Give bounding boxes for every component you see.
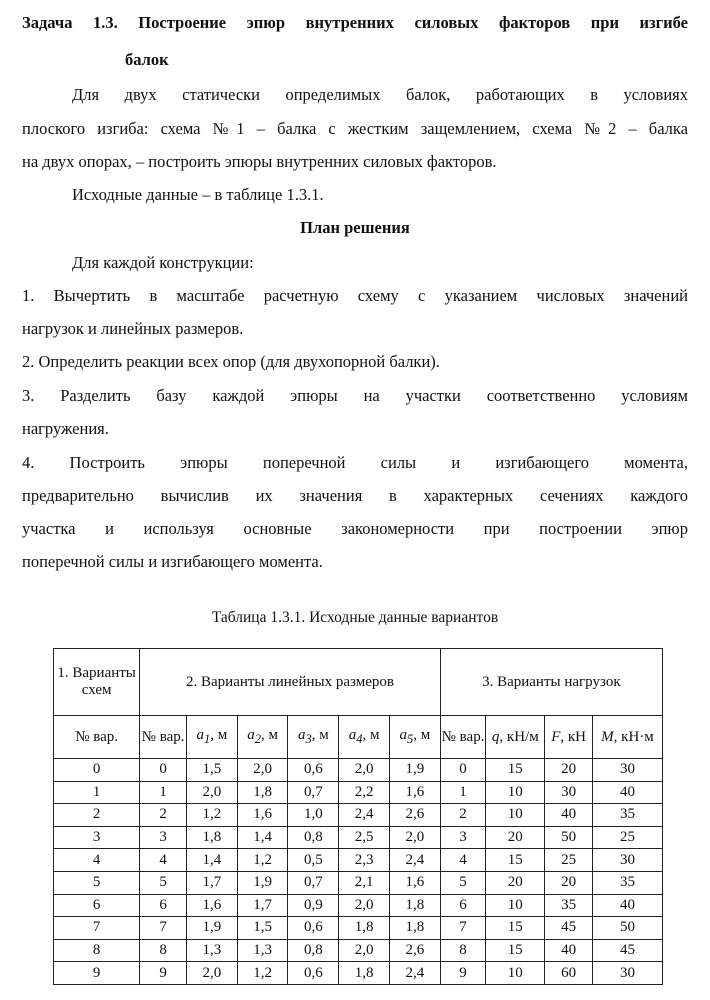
- table-cell: 20: [486, 871, 545, 894]
- table-row: [54, 804, 663, 827]
- task-title-line-2: балок: [125, 50, 169, 69]
- table-cell: 1,4: [186, 849, 237, 872]
- table-row: [54, 849, 663, 872]
- table-cell: 0,8: [288, 939, 339, 962]
- table-cell: 10: [486, 804, 545, 827]
- plan-item-4-line-3: участка и используя основные закономерности при построении эпюр: [22, 519, 688, 538]
- subheader-q: q, кН/м: [486, 716, 545, 759]
- subheader-a2: $a_2$, м: [237, 716, 288, 759]
- plan-item-3-line-1: 3. Разделить базу каждой эпюры на участки соответственно условиям: [22, 386, 688, 405]
- table-cell: 45: [545, 917, 593, 940]
- table-cell: 25: [592, 826, 662, 849]
- table-row: [54, 871, 663, 894]
- table-cell: 40: [545, 804, 593, 827]
- table-cell: 50: [592, 917, 662, 940]
- table-cell: 3: [140, 826, 187, 849]
- subheader-m: M, кН·м: [592, 716, 662, 759]
- table-body: [54, 759, 663, 985]
- table-cell: 2,2: [339, 781, 390, 804]
- table-cell: 2,0: [186, 781, 237, 804]
- table-cell: 2,4: [389, 962, 440, 985]
- table-cell: 3: [440, 826, 486, 849]
- plan-item-3-line-2: нагружения.: [22, 419, 109, 438]
- plan-heading: План решения: [300, 218, 410, 237]
- table-cell: 5: [140, 871, 187, 894]
- table-cell: 8: [54, 939, 140, 962]
- table-row: [54, 939, 663, 962]
- table-cell: 1,9: [186, 917, 237, 940]
- table-cell: 2: [140, 804, 187, 827]
- table-cell: 1,5: [237, 917, 288, 940]
- table-cell: 30: [545, 781, 593, 804]
- table-cell: 1,0: [288, 804, 339, 827]
- table-cell: 10: [486, 781, 545, 804]
- table-cell: 35: [592, 804, 662, 827]
- table-cell: 2,0: [339, 939, 390, 962]
- table-cell: 2,1: [339, 871, 390, 894]
- table-cell: 15: [486, 849, 545, 872]
- table-cell: 50: [545, 826, 593, 849]
- table-cell: 1,8: [186, 826, 237, 849]
- subheader-a3: $a_3$, м: [288, 716, 339, 759]
- table-cell: 0,6: [288, 917, 339, 940]
- table-cell: 1,8: [389, 894, 440, 917]
- table-cell: 0: [54, 759, 140, 782]
- table-cell: 1,6: [186, 894, 237, 917]
- table-row: [54, 759, 663, 782]
- plan-item-1-line-1: 1. Вычертить в масштабе расчетную схему с указанием числовых значений: [22, 286, 688, 305]
- table-cell: 6: [140, 894, 187, 917]
- table-cell: 20: [486, 826, 545, 849]
- table-cell: 30: [592, 759, 662, 782]
- table-cell: 2,6: [389, 804, 440, 827]
- table-cell: 4: [440, 849, 486, 872]
- header-loads: 3. Варианты нагрузок: [440, 649, 662, 716]
- table-cell: 1: [440, 781, 486, 804]
- plan-intro: Для каждой конструкции:: [72, 253, 254, 272]
- plan-item-4-line-2: предварительно вычислив их значения в характерных сечениях каждого: [22, 486, 688, 505]
- table-cell: 45: [592, 939, 662, 962]
- subheader-f: F, кН: [545, 716, 593, 759]
- table-cell: 2,0: [339, 759, 390, 782]
- subheader-linear-no: № вар.: [140, 716, 187, 759]
- table-cell: 9: [54, 962, 140, 985]
- table-cell: 15: [486, 917, 545, 940]
- table-cell: 2,5: [339, 826, 390, 849]
- table-cell: 30: [592, 962, 662, 985]
- table-cell: 1,8: [339, 962, 390, 985]
- table-cell: 25: [545, 849, 593, 872]
- table-cell: 1,4: [237, 826, 288, 849]
- table-cell: 0,6: [288, 759, 339, 782]
- table-cell: 1,3: [186, 939, 237, 962]
- table-cell: 35: [592, 871, 662, 894]
- table-cell: 40: [592, 781, 662, 804]
- table-cell: 7: [440, 917, 486, 940]
- table-cell: 2,3: [339, 849, 390, 872]
- table-cell: 5: [440, 871, 486, 894]
- table-cell: 0,6: [288, 962, 339, 985]
- table-cell: 2,0: [389, 826, 440, 849]
- table-cell: 0,5: [288, 849, 339, 872]
- table-cell: 1,3: [237, 939, 288, 962]
- subheader-a5: $a_5$, м: [389, 716, 440, 759]
- table-cell: 1,2: [237, 962, 288, 985]
- header-schemes: 1. Варианты схем: [54, 649, 140, 716]
- table-cell: 20: [545, 759, 593, 782]
- table-cell: 2,6: [389, 939, 440, 962]
- plan-item-1-line-2: нагрузок и линейных размеров.: [22, 319, 244, 338]
- table-cell: 0,7: [288, 781, 339, 804]
- table-cell: 1,5: [186, 759, 237, 782]
- table-cell: 0,9: [288, 894, 339, 917]
- table-cell: 5: [54, 871, 140, 894]
- table-cell: 1: [54, 781, 140, 804]
- table-cell: 10: [486, 894, 545, 917]
- table-cell: 2,4: [339, 804, 390, 827]
- table-cell: 1,6: [389, 781, 440, 804]
- table-cell: 1,7: [186, 871, 237, 894]
- table-cell: 1,8: [237, 781, 288, 804]
- table-cell: 40: [592, 894, 662, 917]
- table-cell: 1,7: [237, 894, 288, 917]
- table-cell: 0,7: [288, 871, 339, 894]
- table-row: [54, 894, 663, 917]
- table-cell: 20: [545, 871, 593, 894]
- table-cell: 9: [140, 962, 187, 985]
- table-cell: 1,8: [389, 917, 440, 940]
- plan-item-4-line-1: 4. Построить эпюры поперечной силы и изгибающего момента,: [22, 453, 688, 472]
- subheader-a1: $a_1$, м: [186, 716, 237, 759]
- table-cell: 0,8: [288, 826, 339, 849]
- table-cell: 3: [54, 826, 140, 849]
- table-cell: 1: [140, 781, 187, 804]
- table-row: [54, 781, 663, 804]
- table-cell: 2: [440, 804, 486, 827]
- subheader-load-no: № вар.: [440, 716, 486, 759]
- table-cell: 30: [592, 849, 662, 872]
- table-row: [54, 917, 663, 940]
- plan-item-2: 2. Определить реакции всех опор (для двухопорной балки).: [22, 352, 440, 371]
- table-cell: 8: [140, 939, 187, 962]
- table-cell: 60: [545, 962, 593, 985]
- table-cell: 8: [440, 939, 486, 962]
- table-cell: 40: [545, 939, 593, 962]
- paragraph-1-line-2: плоского изгиба: схема №1 – балка с жестким защемлением, схема №2 – балка: [22, 119, 688, 138]
- table-cell: 7: [140, 917, 187, 940]
- table-cell: 7: [54, 917, 140, 940]
- table-cell: 1,2: [237, 849, 288, 872]
- table-cell: 0: [440, 759, 486, 782]
- subheader-a4: $a_4$, м: [339, 716, 390, 759]
- paragraph-2: Исходные данные – в таблице 1.3.1.: [72, 185, 324, 204]
- table-cell: 2,0: [186, 962, 237, 985]
- table-cell: 6: [54, 894, 140, 917]
- table-cell: 1,9: [389, 759, 440, 782]
- table-cell: 6: [440, 894, 486, 917]
- table-cell: 10: [486, 962, 545, 985]
- table-cell: 2,4: [389, 849, 440, 872]
- table-cell: 1,2: [186, 804, 237, 827]
- table-cell: 4: [54, 849, 140, 872]
- table-cell: 15: [486, 939, 545, 962]
- table-cell: 9: [440, 962, 486, 985]
- variants-table: [53, 648, 663, 985]
- header-linear-sizes: 2. Варианты линейных размеров: [140, 649, 440, 716]
- table-cell: 2,0: [237, 759, 288, 782]
- plan-item-4-line-4: поперечной силы и изгибающего момента.: [22, 552, 323, 571]
- table-cell: 1,9: [237, 871, 288, 894]
- table-cell: 1,8: [339, 917, 390, 940]
- task-title-line-1: Задача 1.3. Построение эпюр внутренних силовых факторов при изгибе: [22, 13, 688, 32]
- table-cell: 2: [54, 804, 140, 827]
- table-cell: 35: [545, 894, 593, 917]
- paragraph-1-line-1: Для двух статически определимых балок, работающих в условиях: [72, 85, 688, 104]
- table-cell: 1,6: [237, 804, 288, 827]
- table-cell: 2,0: [339, 894, 390, 917]
- table-cell: 0: [140, 759, 187, 782]
- table-row: [54, 826, 663, 849]
- table-row: [54, 962, 663, 985]
- subheader-scheme-no: № вар.: [54, 716, 140, 759]
- table-cell: 15: [486, 759, 545, 782]
- table-caption: Таблица 1.3.1. Исходные данные вариантов: [211, 609, 499, 626]
- table-cell: 1,6: [389, 871, 440, 894]
- paragraph-1-line-3: на двух опорах, – построить эпюры внутренних силовых факторов.: [22, 152, 497, 171]
- table-cell: 4: [140, 849, 187, 872]
